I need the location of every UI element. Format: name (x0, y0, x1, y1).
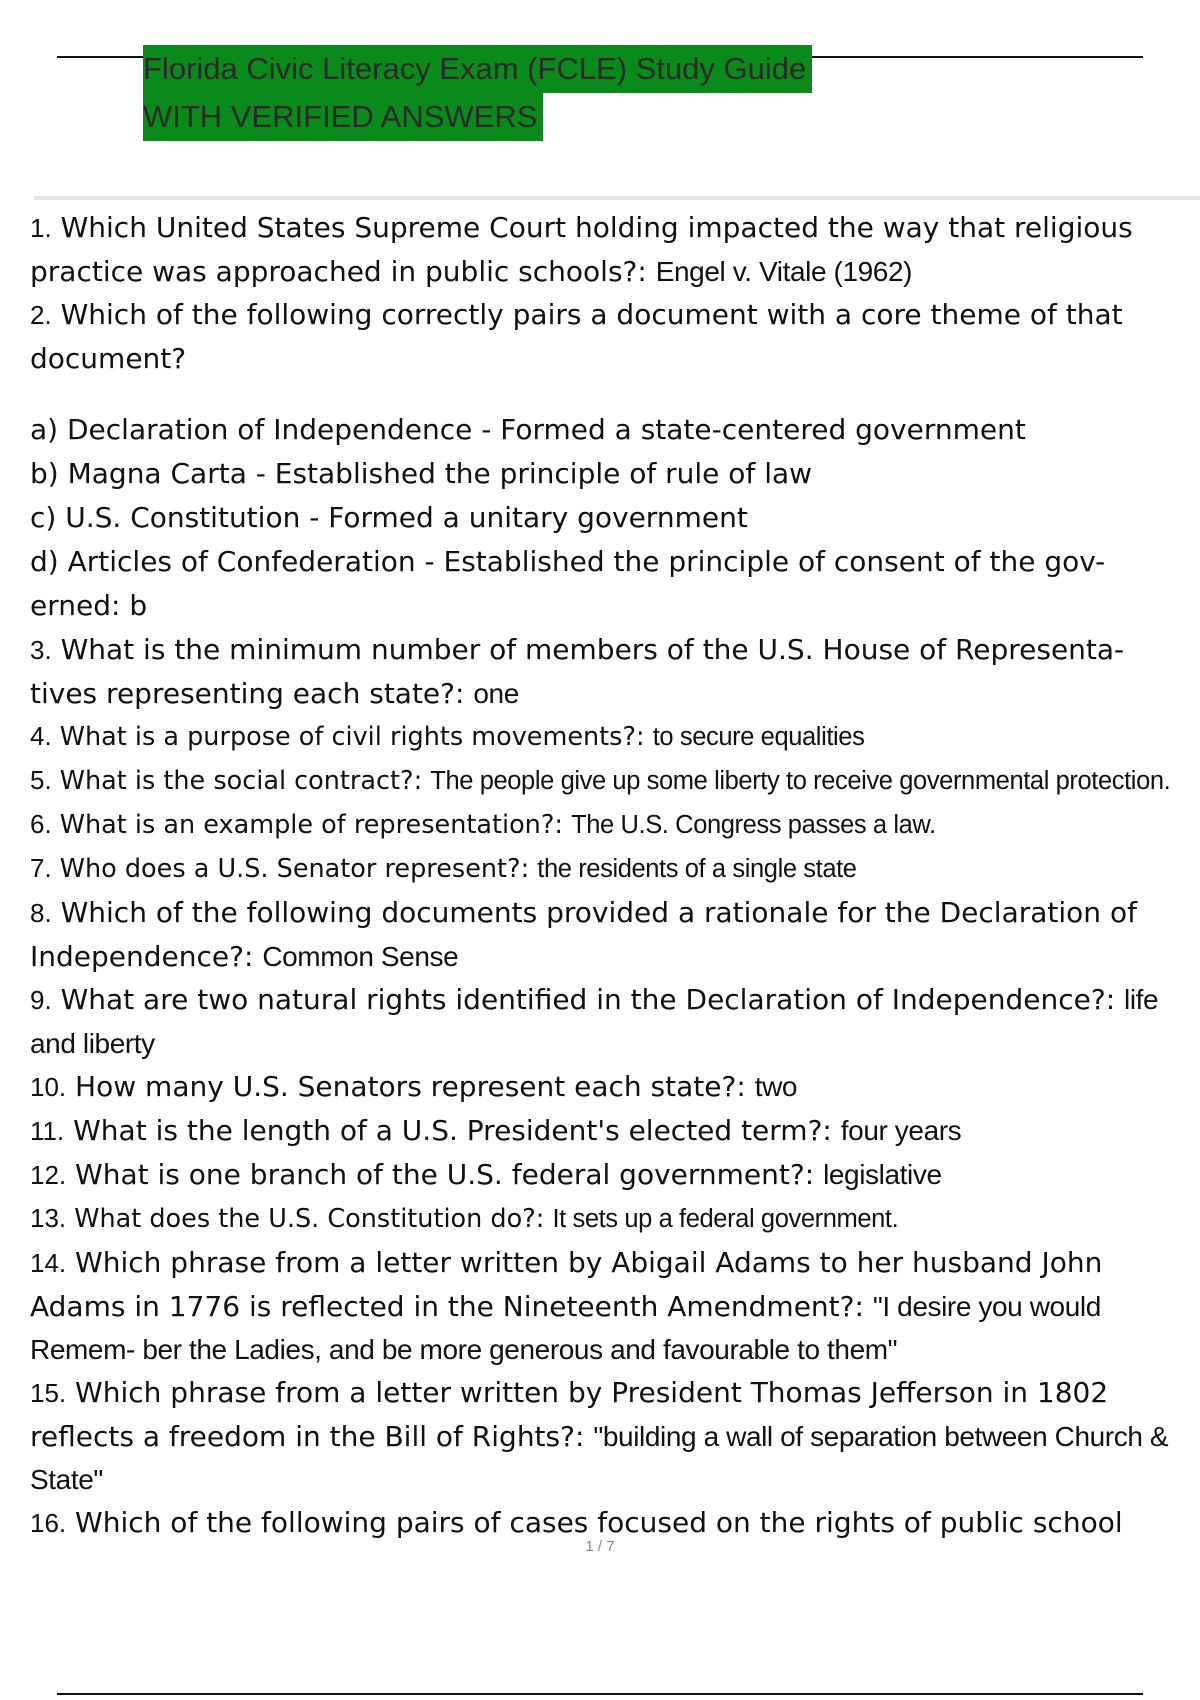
question-16: 16. Which of the following pairs of cases focused on the rights of public school (30, 1506, 1123, 1539)
question-1: 1. Which United States Supreme Court holding impacted the way that religious practice was approached in public schools?: Engel v. Vitale (1962) (30, 211, 1133, 288)
option-d: d) Articles of Confederation - Established the principle of consent of the gov- erned: b (30, 545, 1106, 622)
question-6: 6. What is an example of representation?: The U.S. Congress passes a law. (30, 809, 936, 840)
title-line-2: WITH VERIFIED ANSWERS (143, 93, 543, 141)
question-list (30, 206, 1198, 1545)
question-10: 10. How many U.S. Senators represent each state?: two (30, 1070, 798, 1103)
question-14: 14. Which phrase from a letter written by Abigail Adams to her husband John Adams in 1776 is reflected in the Nineteenth Amendment?: "I desire you would Remem- ber the Ladies, and be more generous and favourable to them" (30, 1246, 1103, 1365)
question-8: 8. Which of the following documents provided a rationale for the Declaration of Independence?: Common Sense (30, 896, 1137, 973)
question-2: 2. Which of the following correctly pairs a document with a core theme of that document? (30, 298, 1123, 375)
question-3: 3. What is the minimum number of members of the U.S. House of Representa- tives representing each state?: one (30, 633, 1125, 710)
option-b: b) Magna Carta - Established the principle of rule of law (30, 457, 813, 490)
section-divider (34, 196, 1200, 200)
bottom-rule (57, 1693, 1143, 1695)
question-7: 7. Who does a U.S. Senator represent?: the residents of a single state (30, 853, 857, 884)
question-11: 11. What is the length of a U.S. President's elected term?: four years (30, 1114, 962, 1147)
option-c: c) U.S. Constitution - Formed a unitary government (30, 501, 748, 534)
option-a: a) Declaration of Independence - Formed a state-centered government (30, 413, 1026, 446)
question-15: 15. Which phrase from a letter written by President Thomas Jefferson in 1802 reflects a freedom in the Bill of Rights?: "building a wall of separation between Church & State" (30, 1376, 1169, 1495)
document-title (143, 45, 812, 141)
question-9: 9. What are two natural rights identified in the Declaration of Independence?: life and liberty (30, 983, 1159, 1059)
question-12: 12. What is one branch of the U.S. federal government?: legislative (30, 1158, 942, 1191)
question-4: 4. What is a purpose of civil rights movements?: to secure equalities (30, 721, 865, 752)
title-line-1: Florida Civic Literacy Exam (FCLE) Study Guide (143, 45, 812, 93)
question-13: 13. What does the U.S. Constitution do?: It sets up a federal government. (30, 1203, 899, 1234)
page-number: 1 / 7 (585, 1538, 615, 1555)
question-5: 5. What is the social contract?: The people give up some liberty to receive governmental protection. (30, 765, 1171, 796)
